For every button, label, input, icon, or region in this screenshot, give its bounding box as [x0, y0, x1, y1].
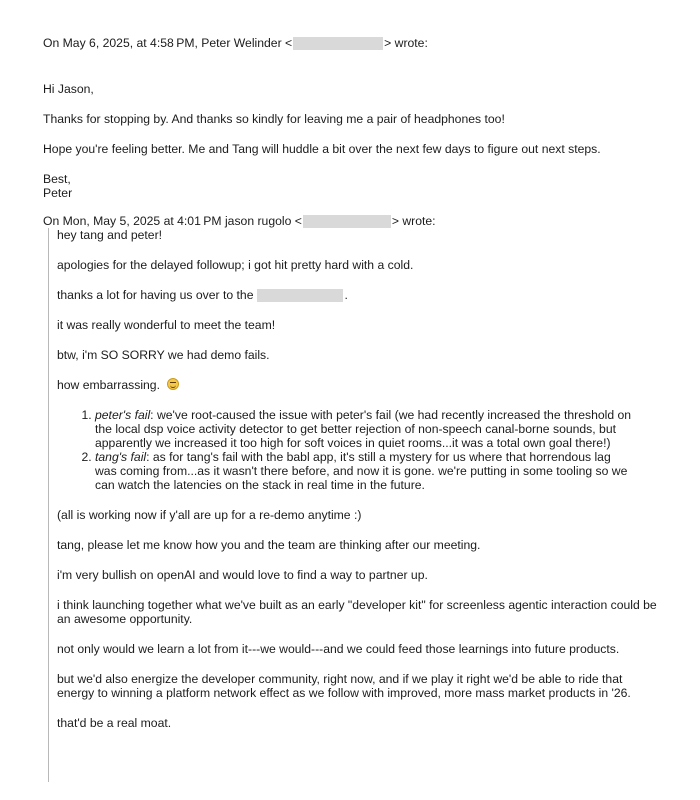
quoted-redemo: (all is working now if y'all are up for a re-demo anytime :)	[57, 508, 362, 522]
quoted-let-me-know: tang, please let me know how you and the team are thinking after our meeting.	[57, 538, 481, 552]
reply-header	[43, 36, 663, 50]
quoted-embarrassing	[57, 378, 663, 392]
quoted-bullish: i'm very bullish on openAI and would love to find a way to partner up.	[57, 568, 428, 582]
reply-header-suffix: > wrote:	[384, 36, 428, 50]
redacted-original-email	[303, 215, 391, 228]
quoted-thanks-prefix: thanks a lot for having us over to the	[57, 288, 254, 302]
fail-text: : we've root-caused the issue with peter's fail (we had recently increased the threshold on the local dsp voice activity detector to get better rejection of non-speech canal-borne sounds, but apparently we increased it too high for soft voices in quiet rooms...it was a total own goal there!)	[95, 408, 632, 450]
embarrassing-text: how embarrassing.	[57, 378, 160, 392]
reply-paragraph: Hope you're feeling better. Me and Tang will huddle a bit over the next few days to figure out next steps.	[43, 142, 601, 156]
reply-paragraph: Thanks for stopping by. And thanks so kindly for leaving me a pair of headphones too!	[43, 112, 505, 126]
list-item	[95, 408, 663, 450]
reply-signature: Peter	[43, 186, 73, 200]
quoted-learn: not only would we learn a lot from it---we would---and we could feed those learnings into future products.	[57, 642, 620, 656]
reply-header-prefix: On May 6, 2025, at 4:58 PM, Peter Welinder <	[43, 36, 293, 50]
quoted-greeting: hey tang and peter!	[57, 228, 163, 242]
quoted-apology: apologies for the delayed followup; i got hit pretty hard with a cold.	[57, 258, 414, 272]
email-thread	[43, 36, 663, 782]
reply-signoff: Best,	[43, 172, 71, 186]
quoted-dev-kit: i think launching together what we've built as an early "developer kit" for screenless agentic interaction could be an awesome opportunity.	[57, 598, 657, 626]
fail-text: : as for tang's fail with the babl app, it's still a mystery for us where that horrendous lag was coming from...as it wasn't there before, and now it is gone. we're putting in some tooling so we can watch the latencies on the stack in real time in the future.	[95, 450, 628, 492]
fail-label: peter's fail	[95, 408, 151, 422]
list-item	[95, 450, 663, 492]
quoted-sorry: btw, i'm SO SORRY we had demo fails.	[57, 348, 270, 362]
quoted-thanks-suffix: .	[344, 288, 348, 302]
quoted-message	[48, 228, 663, 782]
original-header	[43, 214, 663, 228]
fails-list	[57, 408, 663, 492]
reply-greeting: Hi Jason,	[43, 82, 94, 96]
fail-label: tang's fail	[95, 450, 147, 464]
redacted-sender-email	[293, 37, 383, 50]
redacted-company-name	[257, 289, 343, 302]
original-header-suffix: > wrote:	[391, 214, 436, 228]
grimace-emoji-icon	[167, 378, 179, 390]
quoted-moat: that'd be a real moat.	[57, 716, 172, 730]
quoted-team: it was really wonderful to meet the team!	[57, 318, 276, 332]
quoted-thanks	[57, 288, 663, 302]
original-header-prefix: On Mon, May 5, 2025 at 4:01 PM jason rugolo <	[43, 214, 302, 228]
quoted-energize: but we'd also energize the developer community, right now, and if we play it right we'd be able to ride that energy to winning a platform network effect as we follow with improved, more mass market products in '26.	[57, 672, 631, 700]
